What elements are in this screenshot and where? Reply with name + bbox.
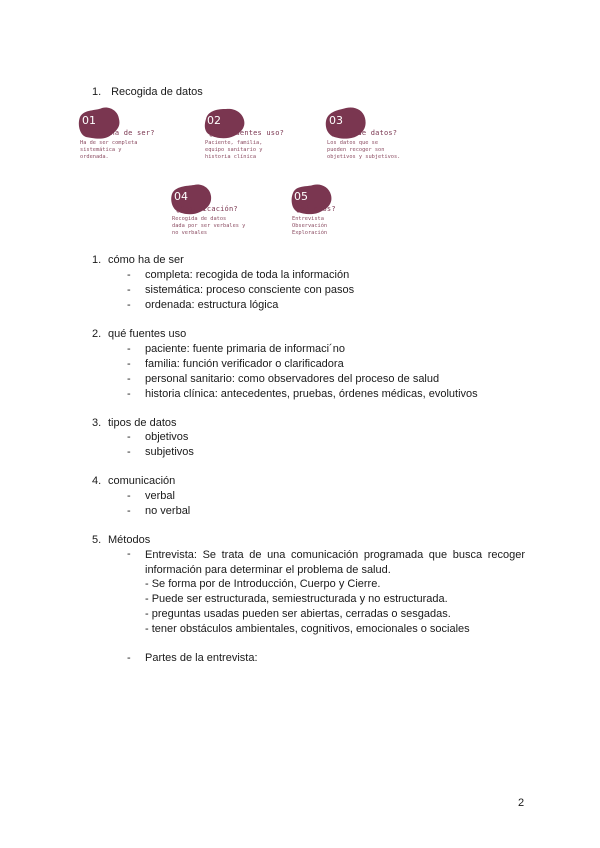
entrevista-line: - tener obstáculos ambientales, cognitivos, emocionales o sociales <box>145 623 470 635</box>
card-body-line: equipo sanitario y <box>205 147 263 154</box>
bullet-dash: - <box>127 284 131 296</box>
section-number: 2. <box>92 328 102 340</box>
section-title-4 <box>92 475 175 487</box>
card-body-line: Ha de ser completa <box>80 140 138 146</box>
list-item-text: familia: función verificador o clarificadora <box>145 358 344 370</box>
list-item-text: no verbal <box>145 505 191 517</box>
list-item-text: historia clínica: antecedentes, pruebas, órdenes médicas, evolutivos <box>145 388 478 400</box>
bullet-dash: - <box>127 490 131 502</box>
bullet-dash: - <box>127 505 131 517</box>
card-body-line: Los datos que se <box>327 140 379 146</box>
card-title: ¿Comunicación? <box>176 205 238 213</box>
list-item <box>127 388 478 400</box>
card-number: 02 <box>207 114 221 127</box>
list-item <box>127 358 344 370</box>
list-item-text: Partes de la entrevista: <box>145 652 258 664</box>
entrevista-line: - preguntas usadas pueden ser abiertas, cerradas o sesgadas. <box>145 608 451 620</box>
bullet-dash: - <box>127 343 131 355</box>
section-title-3 <box>92 417 177 429</box>
card-body-line: dada por ser verbales y <box>172 223 246 230</box>
bullet-dash: - <box>127 299 131 311</box>
entrevista-line: - Se forma por de Introducción, Cuerpo y Cierre. <box>145 578 381 590</box>
list-item-text: paciente: fuente primaria de informaci´no <box>145 343 345 355</box>
card-body-line: Entrevista <box>292 216 324 222</box>
section-number: 1. <box>92 254 102 266</box>
section-title-1 <box>92 254 184 266</box>
card-body <box>327 140 400 162</box>
card-body-line: ordenada. <box>80 154 109 161</box>
list-item-text: personal sanitario: como observadores del proceso de salud <box>145 373 440 385</box>
card-title: ¿Qué fuentes uso? <box>209 129 285 137</box>
list-item-text: ordenada: estructura lógica <box>145 299 279 311</box>
bullet-dash: - <box>127 652 131 664</box>
card-body-line: Paciente, familia, <box>205 140 263 146</box>
card-number: 04 <box>174 190 188 203</box>
list-item <box>127 446 194 458</box>
section-title-2 <box>92 328 186 340</box>
bullet-dash: - <box>127 269 131 281</box>
info-card-04 <box>170 183 300 243</box>
list-item <box>127 373 439 385</box>
list-item-text: sistemática: proceso consciente con pasos <box>145 284 355 296</box>
bullet-dash: - <box>127 388 131 400</box>
list-item <box>127 343 345 355</box>
list-item <box>127 299 278 311</box>
list-item-text: verbal <box>145 490 175 502</box>
card-body-line: Recogida de datos <box>172 216 227 222</box>
heading-number: 1. <box>92 86 102 98</box>
list-item <box>127 269 349 281</box>
card-title: ¿Cómo ha de ser? <box>84 129 155 137</box>
list-item-text: subjetivos <box>145 446 194 458</box>
card-title: ¿Tipo de datos? <box>331 129 398 137</box>
section-title-5 <box>92 534 150 546</box>
list-item-dash <box>127 548 145 560</box>
list-item-text: objetivos <box>145 431 189 443</box>
info-card-02 <box>203 107 333 167</box>
card-body-line: sistemática y <box>80 147 122 154</box>
info-card-05 <box>290 183 420 243</box>
card-number: 01 <box>82 114 96 127</box>
card-body-line: pueden recoger son <box>327 147 385 154</box>
bullet-dash: - <box>127 373 131 385</box>
bullet-dash: - <box>127 358 131 370</box>
card-body-line: Observación <box>292 223 328 230</box>
entrevista-line: - Puede ser estructurada, semiestructurada y no estructurada. <box>145 593 448 605</box>
section-number: 4. <box>92 475 102 487</box>
entrevista-paragraph: Entrevista: Se trata de una comunicación programada que busca recoger información para determinar el problema de salud. <box>145 549 525 576</box>
bullet-dash: - <box>127 431 131 443</box>
card-body-line: no verbales <box>172 230 208 237</box>
card-body-line: Exploración <box>292 230 328 237</box>
list-item <box>127 652 258 664</box>
card-body <box>172 216 245 238</box>
page-number: 2 <box>518 797 525 809</box>
card-title: ¿Métodos? <box>296 205 336 213</box>
section-title-text: qué fuentes uso <box>108 328 187 340</box>
card-number: 05 <box>294 190 308 203</box>
card-body <box>205 140 262 162</box>
list-item <box>127 431 188 443</box>
card-body-line: historia clínica <box>205 154 257 161</box>
section-title-text: comunicación <box>108 475 176 487</box>
list-item <box>127 505 190 517</box>
card-body <box>80 140 137 162</box>
info-card-03 <box>325 107 455 167</box>
heading-text: Recogida de datos <box>111 86 203 98</box>
section-number: 5. <box>92 534 102 546</box>
section-number: 3. <box>92 417 102 429</box>
list-item <box>127 284 354 296</box>
card-body <box>292 216 327 238</box>
info-card-01 <box>78 107 208 167</box>
bullet-dash: - <box>127 446 131 458</box>
section-title-text: Métodos <box>108 534 151 546</box>
list-item <box>127 490 175 502</box>
section-title-text: tipos de datos <box>108 417 177 429</box>
card-body-line: objetivos y subjetivos. <box>327 154 401 161</box>
list-item-text: completa: recogida de toda la información <box>145 269 350 281</box>
bullet-dash: - <box>127 548 131 560</box>
card-number: 03 <box>329 114 343 127</box>
main-heading <box>92 86 203 98</box>
section-title-text: cómo ha de ser <box>108 254 184 266</box>
